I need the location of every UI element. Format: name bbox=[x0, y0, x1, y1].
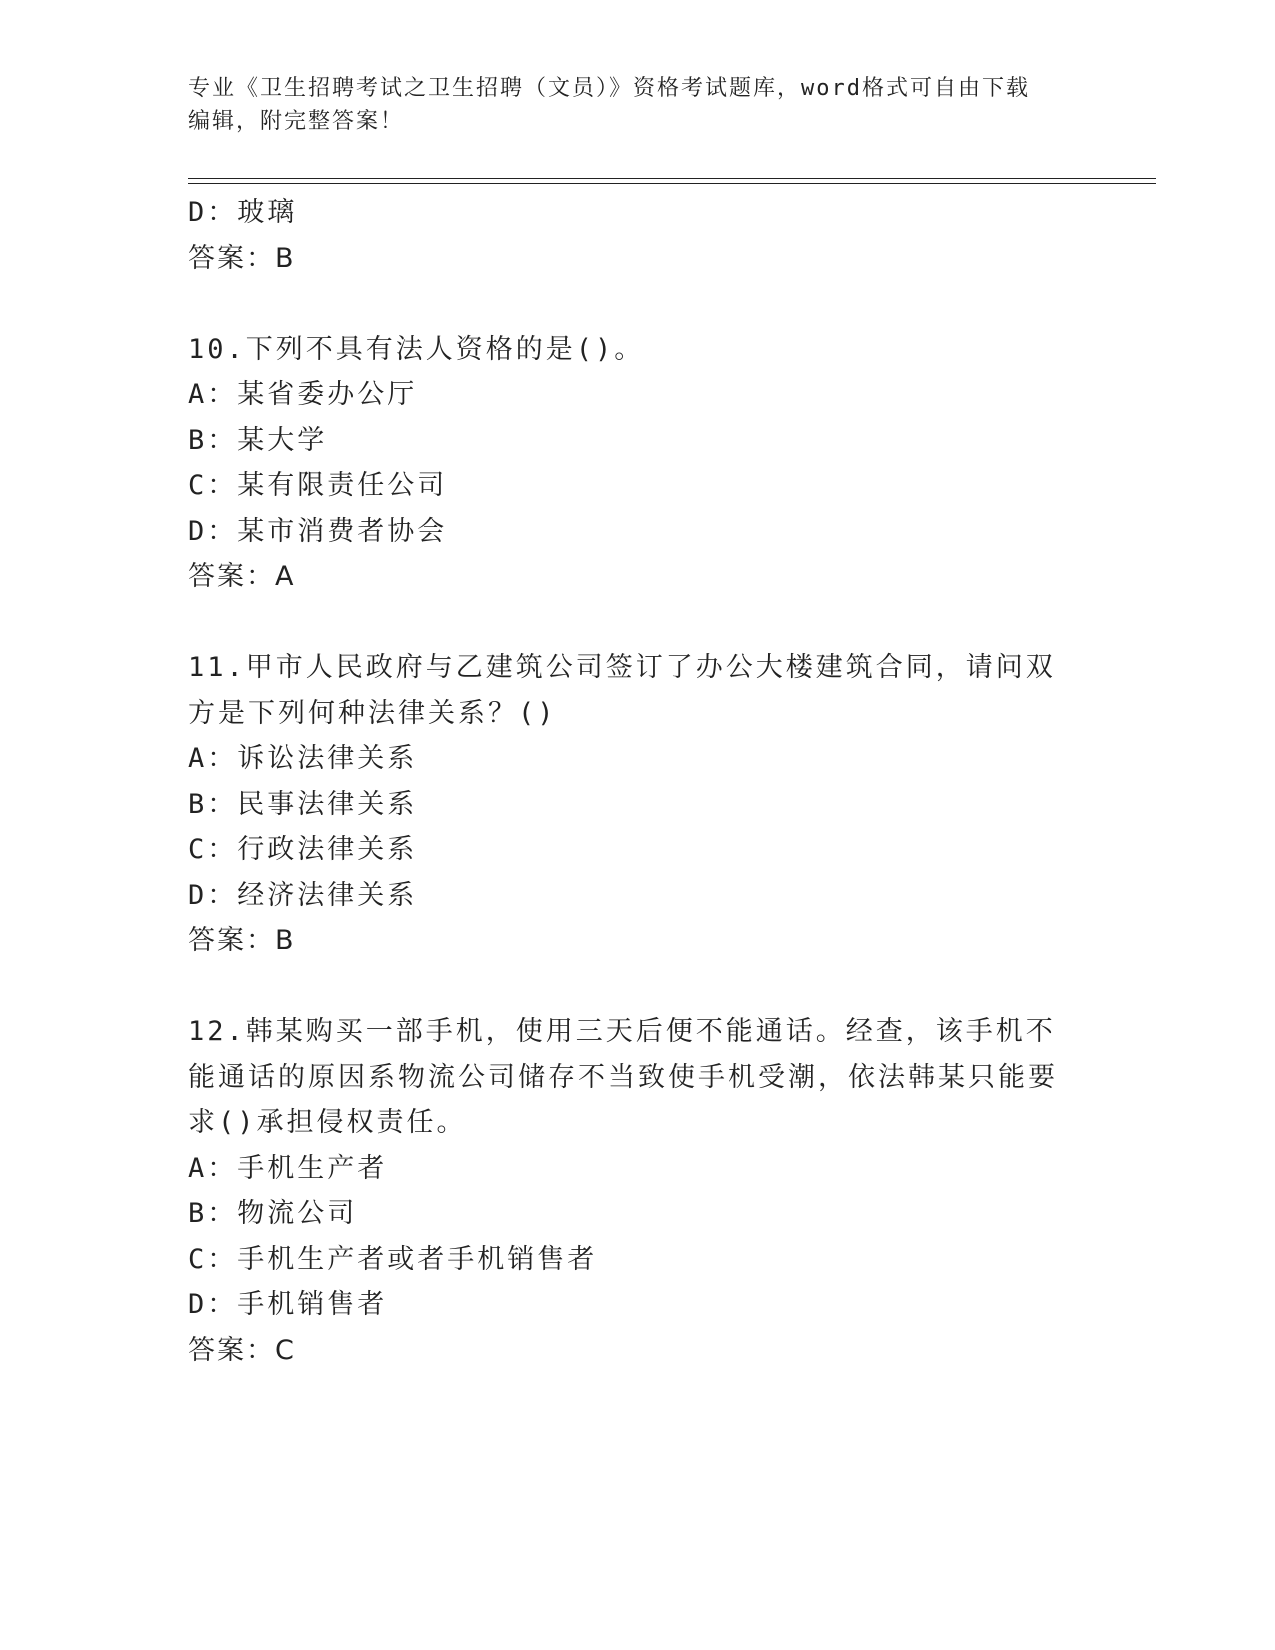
spacer bbox=[188, 281, 1088, 327]
spacer bbox=[188, 964, 1088, 1010]
option-b: B：某大学 bbox=[188, 424, 328, 456]
option-d: D：某市消费者协会 bbox=[188, 515, 448, 547]
option-c: C：手机生产者或者手机销售者 bbox=[188, 1243, 598, 1275]
question-10 bbox=[188, 327, 1088, 600]
answer-line: 答案：B bbox=[188, 242, 296, 274]
option-b: B：物流公司 bbox=[188, 1198, 358, 1229]
question-stem: 12.韩某购买一部手机，使用三天后便不能通话。经查，该手机不能通话的原因系物流公司储存不当致使手机受潮，依法韩某只能要求()承担侵权责任。 bbox=[188, 1016, 1058, 1138]
option-a: A：手机生产者 bbox=[188, 1152, 388, 1184]
previous-question-fragment bbox=[188, 190, 1088, 281]
answer-line: 答案：C bbox=[188, 1334, 296, 1366]
header-divider-bottom bbox=[188, 183, 1156, 184]
question-list bbox=[188, 190, 1088, 1373]
header-line-2: 编辑，附完整答案！ bbox=[188, 109, 405, 134]
document-header bbox=[188, 72, 1088, 138]
option-d: D：手机销售者 bbox=[188, 1289, 388, 1320]
answer-line: 答案：B bbox=[188, 925, 296, 956]
option-a: A：某省委办公厅 bbox=[188, 379, 418, 410]
option-a: A：诉讼法律关系 bbox=[188, 743, 418, 774]
header-line-1: 专业《卫生招聘考试之卫生招聘（文员）》资格考试题库，word格式可自由下载 bbox=[188, 76, 1030, 101]
question-stem: 10.下列不具有法人资格的是()。 bbox=[188, 333, 645, 365]
option-d: D：经济法律关系 bbox=[188, 879, 418, 911]
option-d: D：玻璃 bbox=[188, 197, 298, 228]
option-c: C：行政法律关系 bbox=[188, 834, 418, 865]
header-divider-top bbox=[188, 178, 1156, 179]
option-b: B：民事法律关系 bbox=[188, 788, 418, 820]
answer-line: 答案：A bbox=[188, 561, 296, 592]
question-stem: 11.甲市人民政府与乙建筑公司签订了办公大楼建筑合同，请问双方是下列何种法律关系？() bbox=[188, 652, 1056, 729]
option-c: C：某有限责任公司 bbox=[188, 470, 448, 501]
spacer bbox=[188, 600, 1088, 646]
question-11 bbox=[188, 645, 1088, 964]
question-12 bbox=[188, 1009, 1088, 1373]
